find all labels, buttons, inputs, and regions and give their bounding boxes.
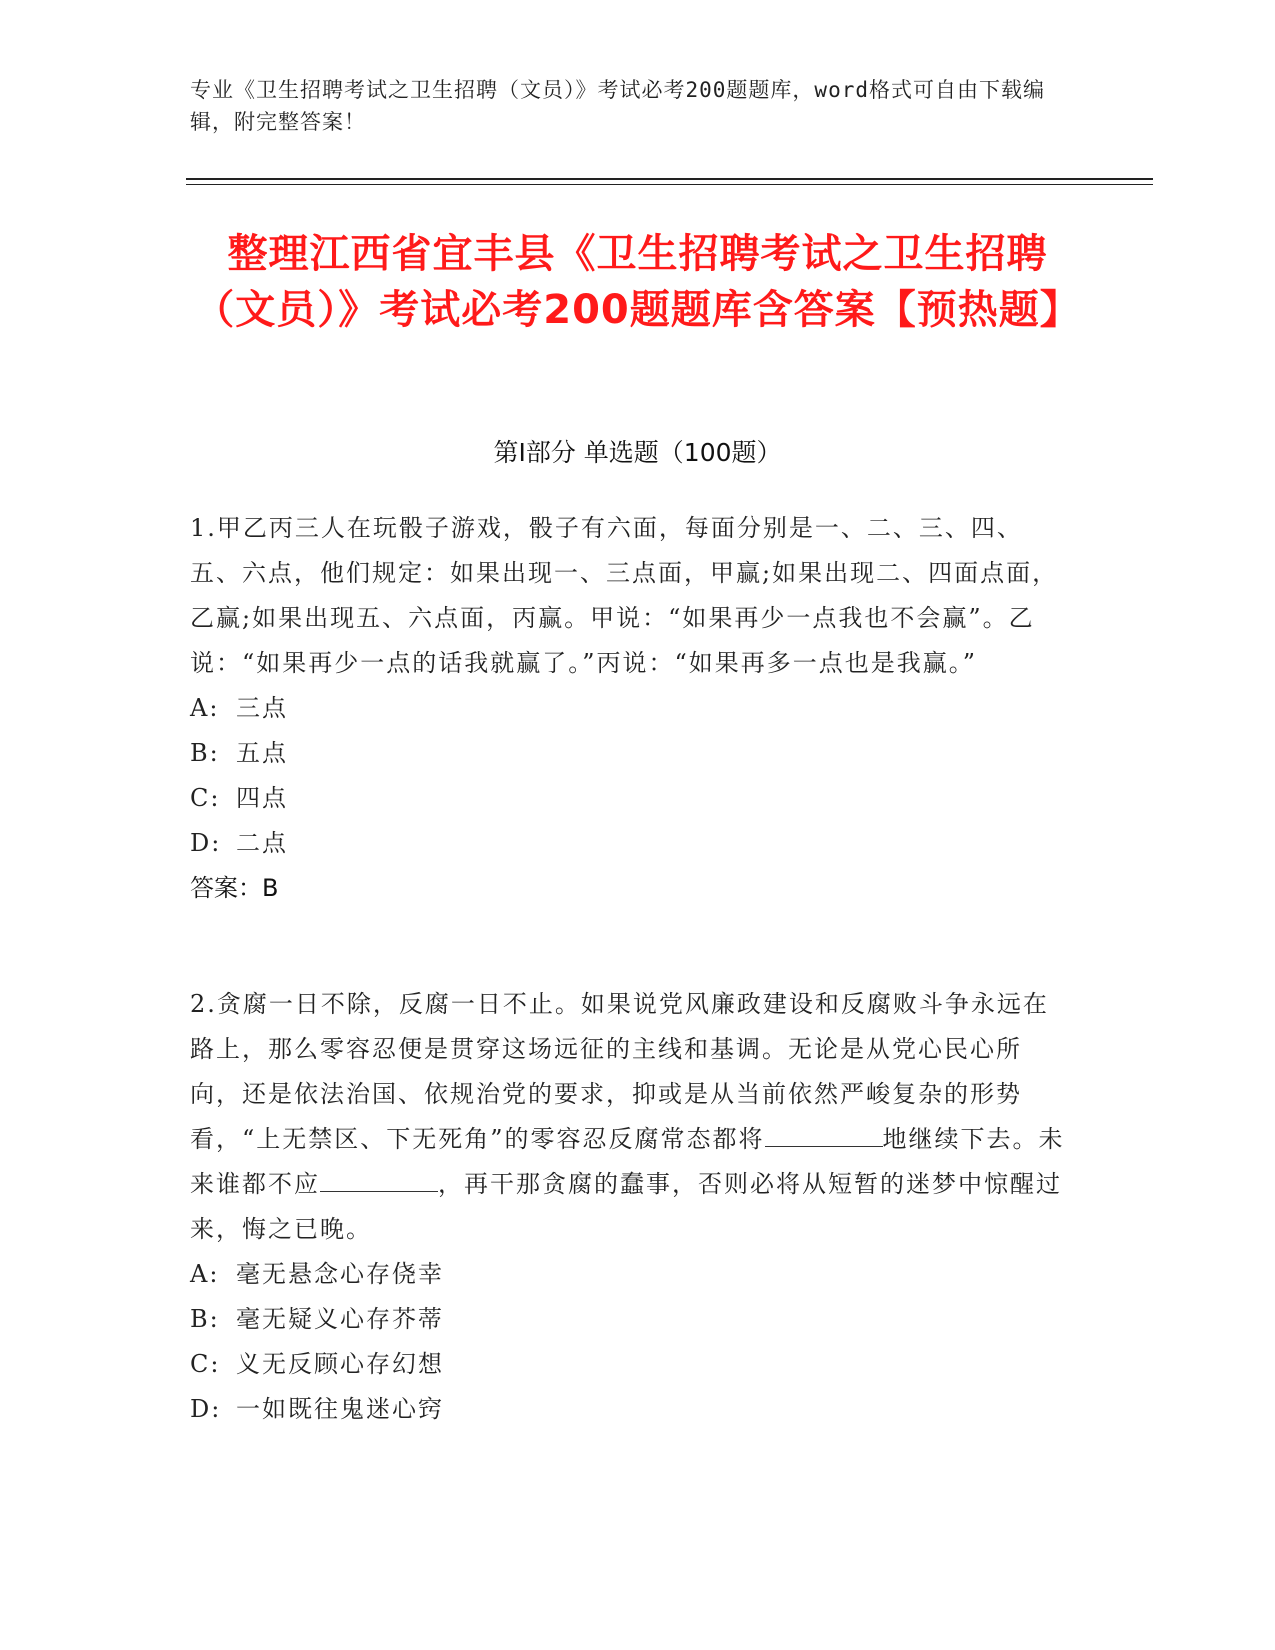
- option-text: 三点: [236, 694, 288, 722]
- stem-part-1: 2.贪腐一日不除，反腐一日不止。如果说党风廉政建设和反腐败斗争永远在路上，那么零容忍便是贯穿这场远征的主线和基调。无论是从党心民心所向，还是依法治国、依规治党的要求，抑或是从当前依然严峻复杂的形势看，“上无禁区、下无死角”的零容忍反腐常态都将: [190, 990, 1049, 1153]
- header-divider-thin: [186, 184, 1153, 185]
- question-2: [190, 982, 1070, 1432]
- option-text: 二点: [236, 829, 288, 857]
- option-a: [190, 686, 1070, 731]
- option-text: 五点: [236, 739, 288, 767]
- option-letter: A:: [190, 694, 220, 722]
- option-d: [190, 1387, 1070, 1432]
- option-letter: D:: [190, 1395, 222, 1423]
- section-title: 第Ⅰ部分 单选题（100题）: [493, 438, 782, 467]
- document-title: 整理江西省宜丰县《卫生招聘考试之卫生招聘（文员）》考试必考200题题库含答案【预热题】: [194, 231, 1081, 333]
- option-letter: C:: [190, 784, 221, 812]
- option-b: [190, 731, 1070, 776]
- option-b: [190, 1297, 1070, 1342]
- option-text: 毫无疑义心存芥蒂: [236, 1305, 444, 1333]
- stem-part-3: ，再干那贪腐的蠢事，否则必将从短暂的迷梦中惊醒过来，悔之已晚。: [190, 1170, 1062, 1243]
- question-1: [190, 506, 1070, 911]
- stem-part-2: 地继续下去。未来谁都不应: [190, 1125, 1065, 1198]
- option-a: [190, 1252, 1070, 1297]
- fill-blank-1: [765, 1120, 883, 1147]
- header-divider-thick: [186, 178, 1153, 180]
- option-letter: B:: [190, 1305, 220, 1333]
- option-text: 一如既往鬼迷心窍: [236, 1395, 444, 1423]
- option-c: [190, 1342, 1070, 1387]
- fill-blank-2: [320, 1165, 438, 1192]
- question-stem: 1.甲乙丙三人在玩骰子游戏，骰子有六面，每面分别是一、二、三、四、五、六点，他们规定：如果出现一、三点面，甲赢;如果出现二、四面点面，乙赢;如果出现五、六点面，丙赢。甲说：“如果再少一点我也不会赢”。乙说：“如果再少一点的话我就赢了。”丙说：“如果再多一点也是我赢。”: [190, 514, 1059, 677]
- option-text: 义无反顾心存幻想: [236, 1350, 444, 1378]
- option-letter: C:: [190, 1350, 221, 1378]
- header-note: 专业《卫生招聘考试之卫生招聘（文员）》考试必考200题题库，word格式可自由下载编辑，附完整答案！: [190, 78, 1045, 134]
- option-letter: B:: [190, 739, 220, 767]
- option-text: 四点: [236, 784, 288, 812]
- answer-text: 答案：B: [190, 874, 279, 902]
- option-d: [190, 821, 1070, 866]
- option-c: [190, 776, 1070, 821]
- option-text: 毫无悬念心存侥幸: [236, 1260, 444, 1288]
- option-letter: D:: [190, 829, 222, 857]
- option-letter: A:: [190, 1260, 220, 1288]
- question-stem: [190, 982, 1070, 1252]
